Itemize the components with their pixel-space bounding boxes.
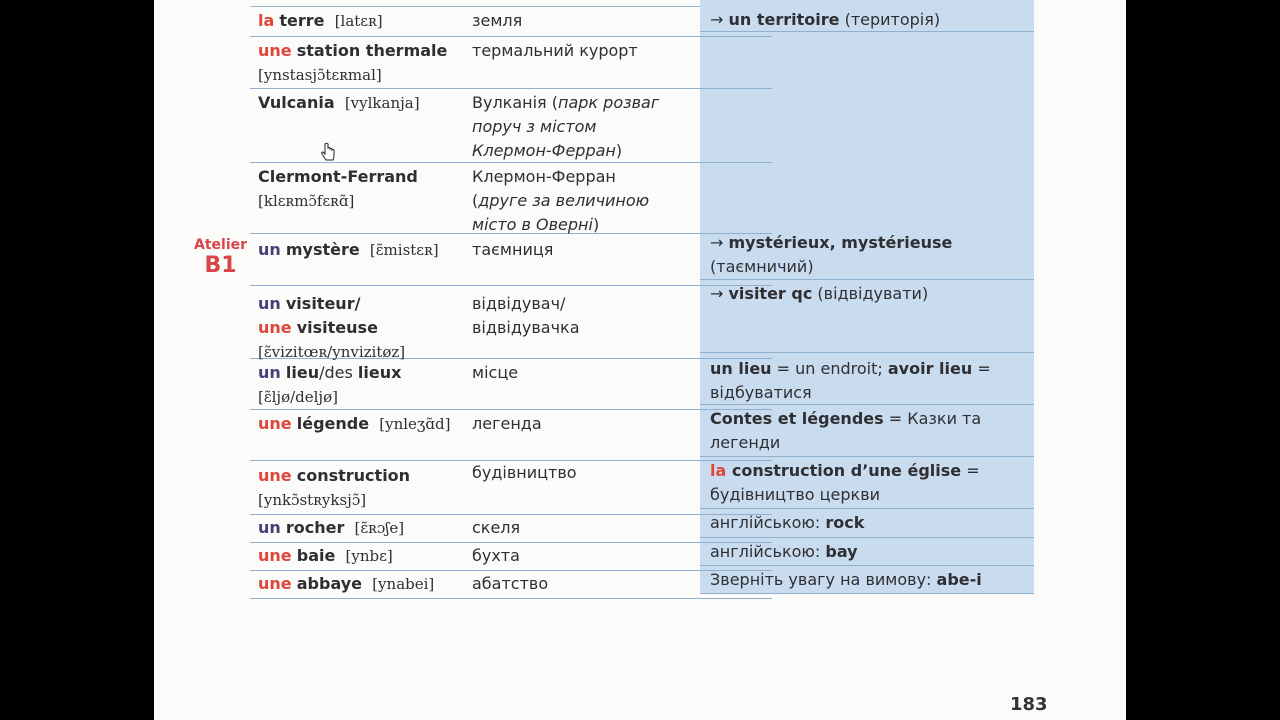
- article: un: [258, 294, 281, 313]
- note-row: [700, 457, 1034, 509]
- note-term: bay: [825, 542, 858, 561]
- word: station thermale: [296, 41, 448, 60]
- translation: місце: [472, 363, 519, 382]
- section-label-level: B1: [204, 253, 237, 278]
- article: la: [258, 11, 275, 30]
- translation-end: ): [615, 141, 623, 160]
- article: la: [710, 461, 727, 480]
- page-number: 183: [1010, 694, 1048, 715]
- textbook-page: [154, 0, 1126, 720]
- translation: абатство: [472, 574, 549, 593]
- note-row: [700, 6, 1034, 32]
- note-term: un lieu: [710, 359, 772, 378]
- vocab-row: [250, 234, 772, 286]
- word: Vulcania: [258, 93, 335, 112]
- vocab-row: [250, 286, 772, 359]
- ipa: [ynabei]: [372, 575, 435, 593]
- ipa: [klɛʀmɔ̃fɛʀɑ̃]: [258, 192, 355, 210]
- ipa: [vylkanja]: [344, 94, 420, 112]
- note-row: [700, 509, 1034, 538]
- ipa: [ynkɔ̃stʀyksjɔ̃]: [258, 491, 367, 509]
- article: une: [258, 318, 292, 337]
- translation: Вулканія (: [472, 93, 558, 112]
- article: un: [258, 518, 281, 537]
- ipa: [ɛ̃ʀɔʃe]: [354, 519, 405, 537]
- word: rocher: [285, 518, 345, 537]
- word: légende: [296, 414, 370, 433]
- vocab-row: [250, 410, 772, 461]
- note-row: [700, 229, 1034, 280]
- note-row: [700, 280, 1034, 353]
- note-text: = Казки та легенди: [710, 409, 982, 452]
- vocab-row: [250, 163, 772, 234]
- arrow-icon: →: [710, 284, 724, 303]
- article: une: [258, 41, 292, 60]
- translation: бухта: [472, 546, 520, 565]
- ipa: [ynbɛ]: [345, 547, 393, 565]
- note-term: rock: [825, 513, 865, 532]
- translation-note: друге за величиною місто в Оверні: [472, 191, 650, 234]
- vocab-row: [250, 515, 772, 543]
- word: mystère: [285, 240, 360, 259]
- vocab-row: [250, 7, 772, 37]
- article: une: [258, 466, 292, 485]
- article: une: [258, 574, 292, 593]
- section-label-atelier: Atelier: [194, 237, 248, 253]
- vocab-row: [250, 461, 772, 515]
- note-row: [700, 538, 1034, 566]
- note-text: (відвідувати): [812, 284, 929, 303]
- note-term: abe-i: [936, 570, 982, 589]
- note-text: Зверніть увагу на вимову:: [710, 570, 937, 589]
- word: visiteur/: [285, 294, 361, 313]
- article: un: [258, 363, 281, 382]
- translation: відвідувач/ відвідувачка: [472, 294, 580, 337]
- translation: скеля: [472, 518, 521, 537]
- note-text: = un endroit;: [771, 359, 888, 378]
- ipa: [ynleʒɑ̃d]: [379, 415, 451, 433]
- ipa: [ɛ̃vizitœʀ/ynvizitøz]: [258, 343, 406, 361]
- note-row: [700, 405, 1034, 457]
- note-term: visiter qc: [728, 284, 813, 303]
- translation: будівництво: [472, 463, 577, 482]
- translation-note: парк розваг поруч з містом Клермон-Ферран: [472, 93, 660, 160]
- plural-word: lieux: [357, 363, 402, 382]
- note-text: англійською:: [710, 513, 826, 532]
- note-row: [700, 566, 1034, 594]
- word: construction: [296, 466, 411, 485]
- note-term: Contes et légendes: [710, 409, 884, 428]
- note-term: construction d’une église: [726, 461, 962, 480]
- ipa: [ynstasjɔ̃tɛʀmal]: [258, 66, 382, 84]
- word: lieu: [285, 363, 320, 382]
- note-text: (таємничий): [710, 257, 814, 276]
- word: terre: [279, 11, 325, 30]
- word: abbaye: [296, 574, 363, 593]
- translation-end: ): [592, 215, 600, 234]
- vocab-row: [250, 571, 772, 599]
- hand-cursor-icon: [320, 142, 336, 164]
- ipa: [ɛ̃mistɛʀ]: [369, 241, 439, 259]
- note-term: avoir lieu: [887, 359, 973, 378]
- word: visiteuse: [296, 318, 378, 337]
- note-row: [700, 353, 1034, 405]
- vocab-row: [250, 37, 772, 89]
- ipa: [ɛ̃ljø/deljø]: [258, 388, 338, 406]
- plural-article: /des: [319, 363, 353, 382]
- word: baie: [296, 546, 336, 565]
- note-text: (територія): [839, 10, 941, 29]
- note-term: mystérieux, mystérieuse: [728, 233, 953, 252]
- arrow-icon: →: [710, 233, 724, 252]
- note-term: un territoire: [728, 10, 840, 29]
- section-label: [194, 237, 247, 279]
- arrow-icon: →: [710, 10, 724, 29]
- ipa: [latɛʀ]: [334, 12, 383, 30]
- vocab-row: [250, 543, 772, 571]
- translation: земля: [472, 11, 523, 30]
- article: un: [258, 240, 281, 259]
- note-text: = відбуватися: [710, 359, 991, 402]
- article: une: [258, 414, 292, 433]
- word: Clermont-Ferrand: [258, 167, 418, 186]
- translation: легенда: [472, 414, 542, 433]
- translation: термальний курорт: [472, 41, 638, 60]
- vocab-row: [250, 359, 772, 410]
- note-text: = будівництво церкви: [710, 461, 980, 504]
- translation: таємниця: [472, 240, 554, 259]
- note-text: англійською:: [710, 542, 826, 561]
- translation: Клермон-Ферран (: [472, 167, 616, 210]
- article: une: [258, 546, 292, 565]
